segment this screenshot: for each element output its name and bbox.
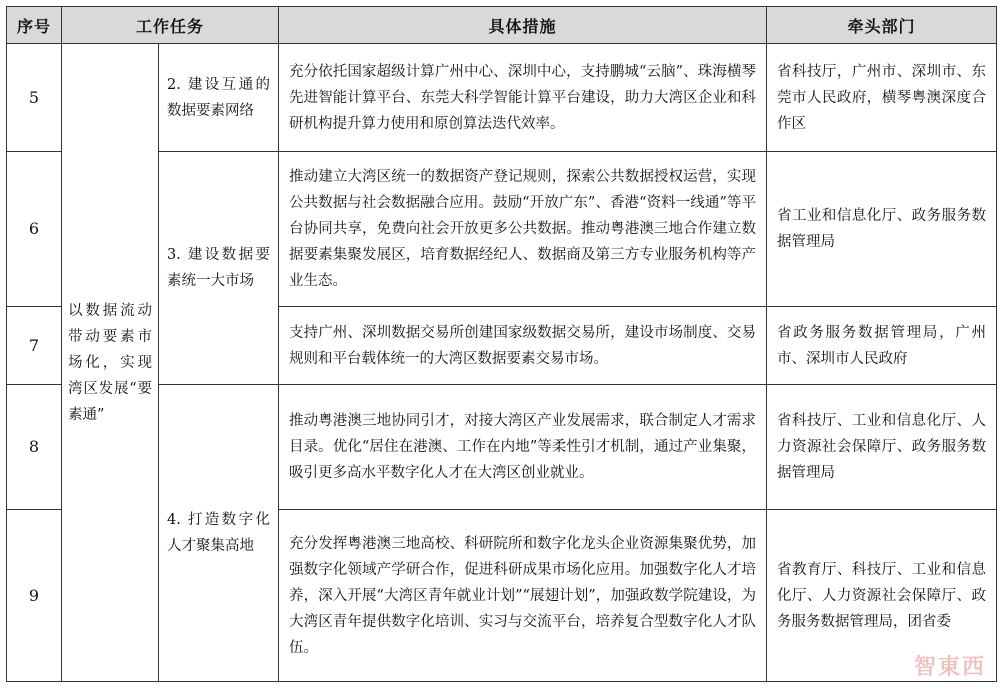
measure-cell: 推动建立大湾区统一的数据资产登记规则，探索公共数据授权运营，实现公共数据与社会数据融合应用。鼓励“开放广东”、香港“资料一线通”等平台协同共享，免费向社会开放更多公共数据。推动粤港澳三地合作建立数据要素集聚发展区，培育数据经纪人、数据商及第三方专业服务机构等产业生态。 xyxy=(279,152,767,307)
measure-cell: 充分发挥粤港澳三地高校、科研院所和数字化龙头企业资源集聚优势，加强数字化领域产学研合作，促进科研成果市场化应用。加强数字化人才培养，深入开展“大湾区青年就业计划”“展翅计划”，加强政数学院建设，为大湾区青年提供数字化培训、实习与交流平台，培养复合型数字化人才队伍。 xyxy=(279,510,767,682)
main-task-cell: 以数据流动带动要素市场化，实现湾区发展“要素通” xyxy=(62,44,159,682)
dept-cell: 省科技厅、工业和信息化厅、人力资源社会保障厅、政务服务数据管理局 xyxy=(767,385,997,510)
measures-table xyxy=(6,6,997,682)
header-row xyxy=(7,7,997,44)
row-number: 5 xyxy=(7,44,62,152)
header-measure: 具体措施 xyxy=(279,7,767,44)
row-number: 9 xyxy=(7,510,62,682)
table-row xyxy=(7,44,997,152)
watermark-logo: 智東西 xyxy=(913,655,986,680)
header-task: 工作任务 xyxy=(62,7,279,44)
sub-task-cell: 4. 打造数字化人才聚集高地 xyxy=(159,385,279,682)
measure-cell: 推动粤港澳三地协同引才，对接大湾区产业发展需求，联合制定人才需求目录。优化“居住在港澳、工作在内地”等柔性引才机制，通过产业集聚，吸引更多高水平数字化人才在大湾区创业就业。 xyxy=(279,385,767,510)
measure-cell: 充分依托国家超级计算广州中心、深圳中心，支持鹏城“云脑”、珠海横琴先进智能计算平台、东莞大科学智能计算平台建设，助力大湾区企业和科研机构提升算力使用和原创算法迭代效率。 xyxy=(279,44,767,152)
row-number: 8 xyxy=(7,385,62,510)
dept-cell: 省工业和信息化厅、政务服务数据管理局 xyxy=(767,152,997,307)
header-no: 序号 xyxy=(7,7,62,44)
dept-cell: 省科技厅，广州市、深圳市、东莞市人民政府，横琴粤澳深度合作区 xyxy=(767,44,997,152)
row-number: 6 xyxy=(7,152,62,307)
measure-cell: 支持广州、深圳数据交易所创建国家级数据交易所，建设市场制度、交易规则和平台载体统一的大湾区数据要素交易市场。 xyxy=(279,307,767,385)
dept-cell: 省政务服务数据管理局，广州市、深圳市人民政府 xyxy=(767,307,997,385)
dept-cell: 省教育厅、科技厅、工业和信息化厅、人力资源社会保障厅、政务服务数据管理局，团省委 xyxy=(767,510,997,682)
sub-task-cell: 2. 建设互通的数据要素网络 xyxy=(159,44,279,152)
header-dept: 牵头部门 xyxy=(767,7,997,44)
sub-task-cell: 3. 建设数据要素统一大市场 xyxy=(159,152,279,385)
row-number: 7 xyxy=(7,307,62,385)
